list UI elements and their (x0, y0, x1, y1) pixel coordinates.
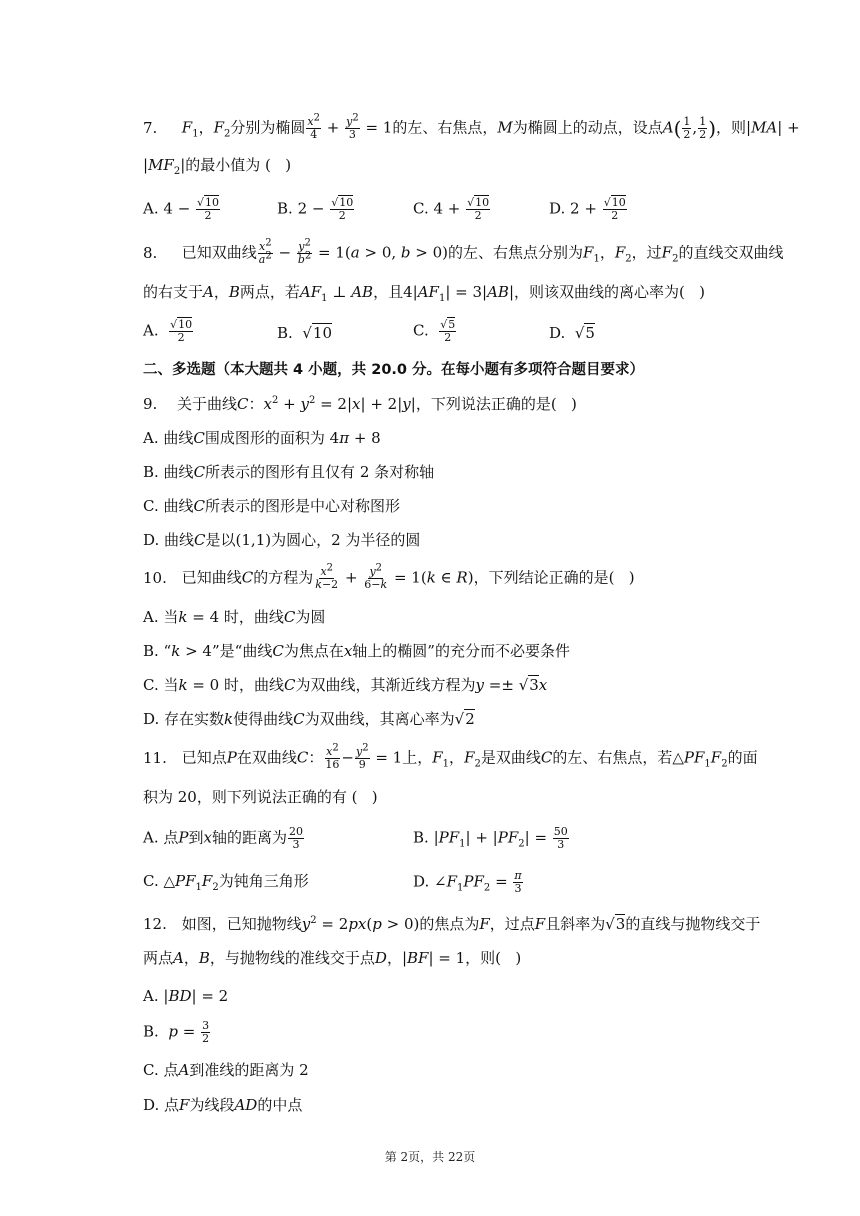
section-heading-multiple-choice: 二、多选题（本大题共 4 小题，共 20.0 分。在每小题有多项符合题目要求） (143, 362, 645, 378)
q10-stem: 10. 已知曲线C的方程为 $\frac{x^2}{k-2}$ + $\frac{y^2}{6-k}$ = 1(k ∈ R)，下列结论正确的是( ) (143, 562, 635, 591)
q12-line2: 两点A，B，与抛物线的准线交于点D，|BF| = 1，则( ) (143, 949, 522, 967)
q7-line2: $|MF_2|$的最小值为 ( ) (143, 156, 292, 177)
q11-option-b: B. $|PF_1| + |PF_2|$ = $\frac{50}{3}$ (413, 825, 568, 851)
page-footer: 第 2页，共 22页 (384, 1150, 476, 1164)
q11-option-c: C. $\triangle PF_1F_2$为钝角三角形 (143, 872, 309, 893)
q7-text4: ，则 (716, 118, 747, 137)
q7-text1: 分别为椭圆 (230, 118, 306, 137)
q7-text2: 的左、右焦点， (392, 118, 498, 137)
q8-line1: 8. 已知双曲线 $\frac{x^2}{a^2}$ − $\frac{y^2}{b^2}$ = 1(a > 0, b > 0)的左、右焦点分别为$F_1$，$F_2$，过$F_2$的直线交双曲线 (143, 237, 784, 266)
q11-option-a: A. 点P到x轴的距离为 $\frac{20}{3}$ (143, 825, 303, 851)
q7-line1: 7. $F_1$，$F_2$分别为椭圆 $\frac{x^2}{4}$ + $\frac{y^2}{3}$ = 1的左、右焦点，M为椭圆上的动点，设点A( $\frac{1}{2}$ , $\frac{1}{2}$ )，则|MA| + (143, 112, 800, 141)
q8-number: 8. (143, 243, 158, 262)
q12-option-d: D. 点F为线段AD的中点 (143, 1096, 303, 1114)
q9-option-d: D. 曲线C是以(1,1)为圆心，2 为半径的圆 (143, 531, 421, 549)
q7-number: 7. (143, 118, 158, 137)
q7-option-a: A. 4 − $\frac{√10}{2}$ (143, 196, 220, 222)
q12-option-b: B. p = $\frac{3}{2}$ (143, 1019, 210, 1045)
q9-stem: 9. 关于曲线C：$x^2 + y^2 = 2|x| + 2|y|$，下列说法正确的是( ) (143, 395, 577, 413)
q7-text5: 的最小值为 ( (185, 156, 271, 174)
q11-line2: 积为 20，则下列说法正确的有 ( ) (143, 788, 378, 806)
q8-line2: 的右支于A，B两点，若$AF_1$ ⊥ AB，且$4|AF_1| = 3|AB|$，则该双曲线的离心率为( ) (143, 283, 706, 304)
q11-option-d: D. $\angle F_1PF_2$ = $\frac{\pi}{3}$ (413, 869, 522, 895)
q9-option-c: C. 曲线C所表示的图形是中心对称图形 (143, 497, 400, 515)
q10-option-a: A. 当k = 4 时，曲线C为圆 (143, 608, 326, 626)
q7-text3: 为椭圆上的动点，设点 (512, 118, 663, 137)
q7-option-d: D. 2 + $\frac{√10}{2}$ (549, 196, 626, 222)
q11-line1: 11. 已知点P在双曲线C： $\frac{x^2}{16}$ − $\frac{y^2}{9}$ = 1上，$F_1$，$F_2$是双曲线C的左、右焦点，若$\triangle PF_1F_2$的面 (143, 742, 758, 771)
q7-option-b: B. 2 − $\frac{√10}{2}$ (277, 196, 354, 222)
q12-option-c: C. 点A到准线的距离为 2 (143, 1061, 309, 1079)
q12-line1: 12. 如图，已知抛物线$y^2 = 2px(p > 0)$的焦点为F，过点F且斜率为√3的直线与抛物线交于 (143, 915, 761, 933)
q8-option-d: D. √5 (549, 324, 595, 342)
q7-option-c: C. 4 + $\frac{√10}{2}$ (413, 196, 490, 222)
q10-option-d: D. 存在实数k使得曲线C为双曲线，其离心率为√2 (143, 710, 475, 728)
q10-option-b: B. “k > 4”是“曲线C为焦点在x轴上的椭圆”的充分而不必要条件 (143, 642, 570, 660)
q8-option-c: C. $\frac{√5}{2}$ (413, 318, 456, 344)
q10-option-c: C. 当k = 0 时，曲线C为双曲线，其渐近线方程为y =± √3x (143, 676, 548, 694)
q12-option-a: A. |BD| = 2 (143, 987, 229, 1005)
q9-option-a: A. 曲线C围成图形的面积为 4π + 8 (143, 429, 381, 447)
q8-option-a: A. $\frac{√10}{2}$ (143, 318, 193, 344)
q8-option-b: B. √10 (277, 324, 332, 342)
q9-option-b: B. 曲线C所表示的图形有且仅有 2 条对称轴 (143, 463, 435, 481)
